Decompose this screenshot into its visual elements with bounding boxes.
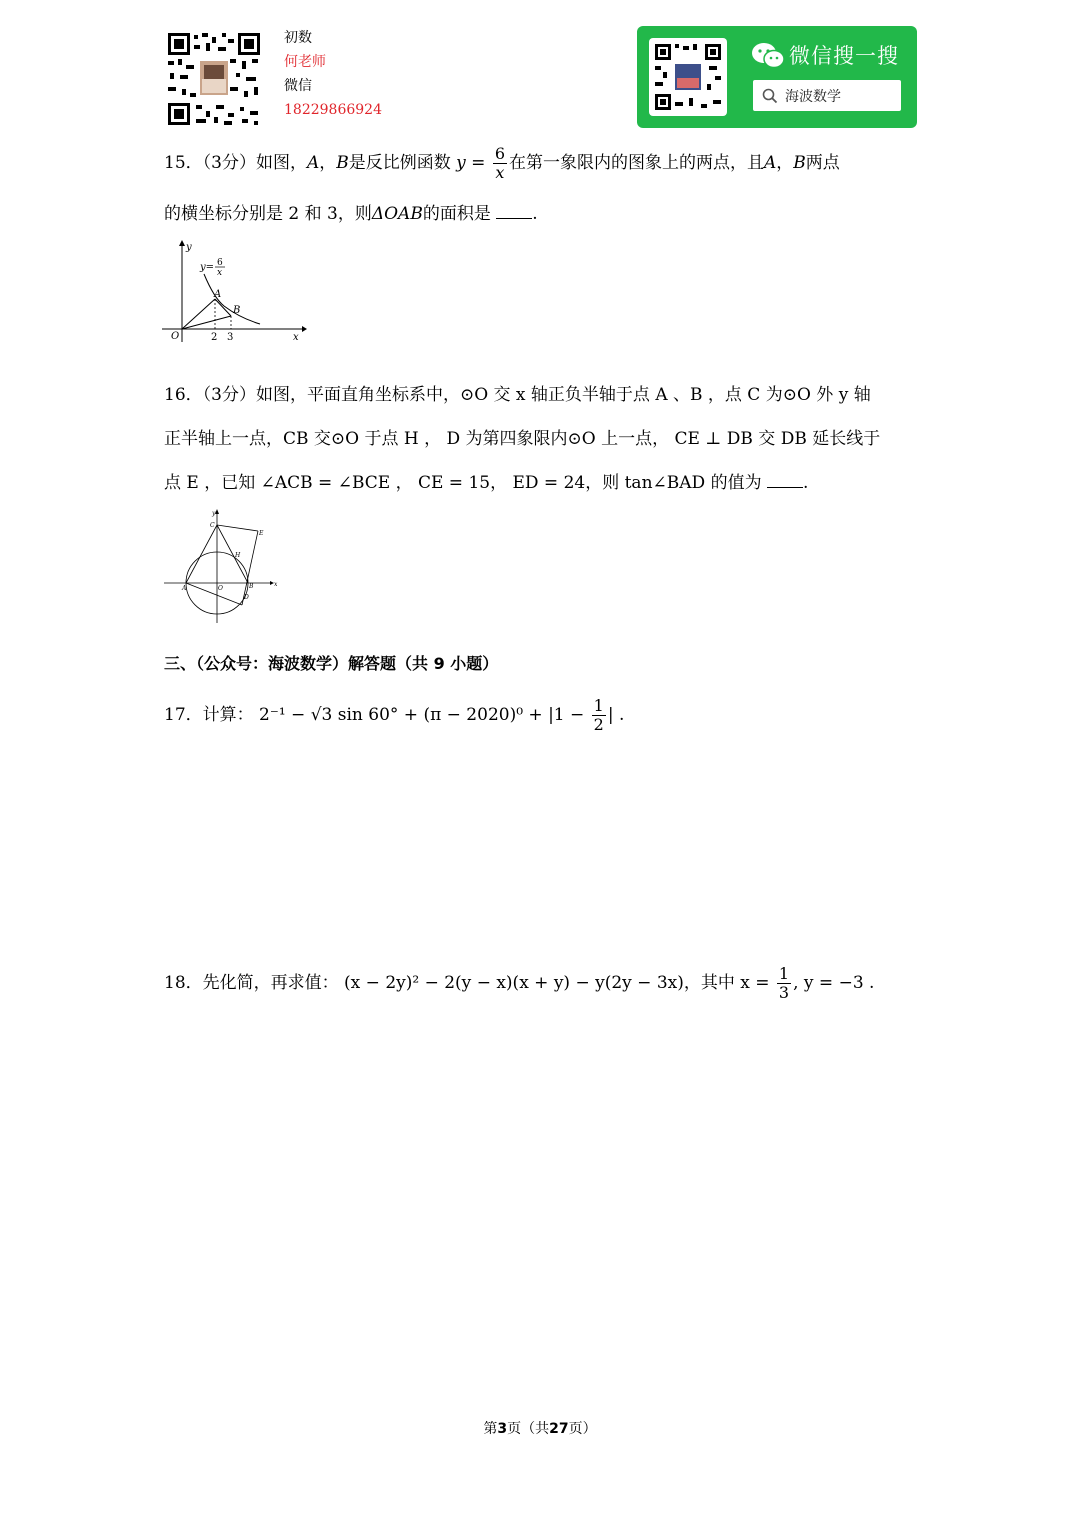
q17-expression: 2⁻¹ − √3 sin 60° + (π − 2020)⁰ + |1 − bbox=[259, 705, 585, 725]
wechat-search-banner[interactable] bbox=[637, 26, 917, 128]
q17-frac-num: 1 bbox=[593, 696, 604, 715]
fig15-origin: O bbox=[171, 331, 180, 342]
q15-answer-blank bbox=[496, 204, 532, 219]
q15-text2: 在第一象限内的图象上的两点，且 bbox=[509, 153, 764, 173]
q15-sep2: ， bbox=[776, 153, 794, 173]
q18-label: 18．先化简，再求值： bbox=[164, 973, 339, 993]
q15-end: . bbox=[532, 204, 538, 224]
fig16-point-h: H bbox=[235, 552, 241, 559]
q18-fraction bbox=[777, 965, 791, 1002]
q15-var-b2: B bbox=[793, 153, 806, 173]
q15-triangle: ΔOAB bbox=[371, 204, 423, 224]
section-3-heading: 三、（公众号：海波数学）解答题（共 9 小题） bbox=[164, 654, 499, 673]
q15-var-a: A bbox=[306, 153, 320, 173]
fig16-point-d: D bbox=[244, 594, 249, 601]
header-line-4: 18229866924 bbox=[284, 102, 382, 118]
search-icon bbox=[762, 88, 778, 104]
wechat-search-title: 微信搜一搜 bbox=[789, 44, 899, 68]
q15-sep: ， bbox=[319, 153, 337, 173]
fig16-x-label: x bbox=[274, 581, 278, 588]
q15-func-eq: = bbox=[465, 153, 486, 173]
fig15-x-label: x bbox=[293, 332, 299, 343]
segment-cb bbox=[217, 525, 248, 583]
footer-total-pages: 27 bbox=[549, 1421, 569, 1437]
q18-expression: (x − 2y)² − 2(y − x)(x + y) − y(2y − 3x)，其中 x = bbox=[344, 973, 770, 993]
header-line-1: 初数 bbox=[284, 30, 312, 46]
q18 bbox=[164, 965, 874, 1002]
fig16-y-label: y bbox=[212, 510, 216, 517]
fig15-func-num: 6 bbox=[217, 258, 223, 268]
q15-line2-text-b: 的面积是 bbox=[422, 204, 491, 224]
header-line-3: 微信 bbox=[284, 78, 312, 94]
fig16-point-b: B bbox=[249, 583, 254, 590]
q15-line1 bbox=[164, 145, 840, 182]
q17-fraction bbox=[592, 697, 606, 734]
wechat-search-field[interactable] bbox=[753, 80, 901, 111]
q17 bbox=[164, 697, 624, 734]
header-line-2: 何老师 bbox=[284, 54, 326, 70]
footer-mid: 页（共 bbox=[507, 1421, 550, 1437]
header-contact bbox=[284, 26, 382, 122]
y-axis-arrow bbox=[179, 240, 185, 246]
q15-text3: 两点 bbox=[805, 153, 840, 173]
q17-tail: | . bbox=[607, 705, 625, 725]
fig16-y-arrow bbox=[215, 509, 219, 514]
footer-post: 页） bbox=[568, 1421, 597, 1437]
x-axis-arrow bbox=[302, 326, 307, 332]
q16-figure bbox=[162, 507, 280, 627]
fig15-point-a: A bbox=[214, 289, 222, 300]
hyperbola-curve bbox=[204, 274, 260, 324]
fig15-point-b: B bbox=[233, 305, 241, 316]
fig15-tick-3: 3 bbox=[227, 332, 234, 343]
wechat-logo-icon bbox=[751, 42, 785, 70]
footer-page-number: 3 bbox=[497, 1421, 508, 1437]
q15-fraction bbox=[493, 145, 507, 182]
q15-line2-text: 的横坐标分别是 2 和 3，则 bbox=[164, 204, 372, 224]
segment-ad bbox=[186, 583, 242, 605]
q16-answer-blank bbox=[767, 473, 803, 488]
qr-code-left bbox=[166, 31, 262, 127]
q16-line2: 正半轴上一点，CB 交⊙O 于点 H ， D 为第四象限内⊙O 上一点， CE ⊥ DB 交 DB 延长线于 bbox=[164, 429, 881, 449]
fig16-point-e: E bbox=[259, 530, 264, 537]
fig15-tick-2: 2 bbox=[211, 332, 218, 343]
q15-frac-num: 6 bbox=[494, 144, 505, 163]
qr-code-right bbox=[649, 38, 727, 116]
page-footer bbox=[0, 1418, 1080, 1438]
q18-frac-num: 1 bbox=[778, 964, 790, 983]
fig15-y-label: y bbox=[186, 242, 192, 253]
q15-var-a2: A bbox=[764, 153, 777, 173]
wechat-search-text: 海波数学 bbox=[785, 89, 841, 105]
q15-number: 15．（3分）如图， bbox=[164, 153, 307, 173]
fig15-func-den: x bbox=[217, 268, 223, 278]
q16-end: . bbox=[802, 473, 809, 493]
segment-ce bbox=[217, 525, 258, 531]
q17-label: 17．计算： bbox=[164, 705, 254, 725]
q15-frac-den: x bbox=[495, 163, 505, 182]
fig16-point-a: A bbox=[182, 585, 187, 592]
segment-ab bbox=[215, 299, 231, 316]
q15-line2 bbox=[164, 199, 538, 224]
q15-figure bbox=[162, 238, 308, 346]
q16-line1: 16．（3分）如图，平面直角坐标系中，⊙O 交 x 轴正负半轴于点 A 、B ，点 C 为⊙O 外 y 轴 bbox=[164, 385, 871, 405]
q16-line3 bbox=[164, 468, 808, 493]
q15-text1: 是反比例函数 bbox=[348, 153, 451, 173]
q18-tail: , y = −3 . bbox=[793, 973, 875, 993]
fig16-point-o: O bbox=[218, 585, 223, 592]
q15-func-y: y bbox=[456, 153, 466, 173]
fig15-func-lhs: y= bbox=[200, 262, 215, 273]
q16-line3-text: 点 E ，已知 ∠ACB = ∠BCE ， CE = 15， ED = 24，则 tan∠BAD 的值为 bbox=[164, 473, 762, 493]
fig16-point-c: C bbox=[210, 522, 215, 529]
q15-var-b: B bbox=[336, 153, 349, 173]
segment-ca bbox=[186, 525, 217, 583]
q18-frac-den: 3 bbox=[778, 983, 790, 1002]
footer-pre: 第 bbox=[483, 1421, 498, 1437]
q17-frac-den: 2 bbox=[593, 715, 604, 734]
